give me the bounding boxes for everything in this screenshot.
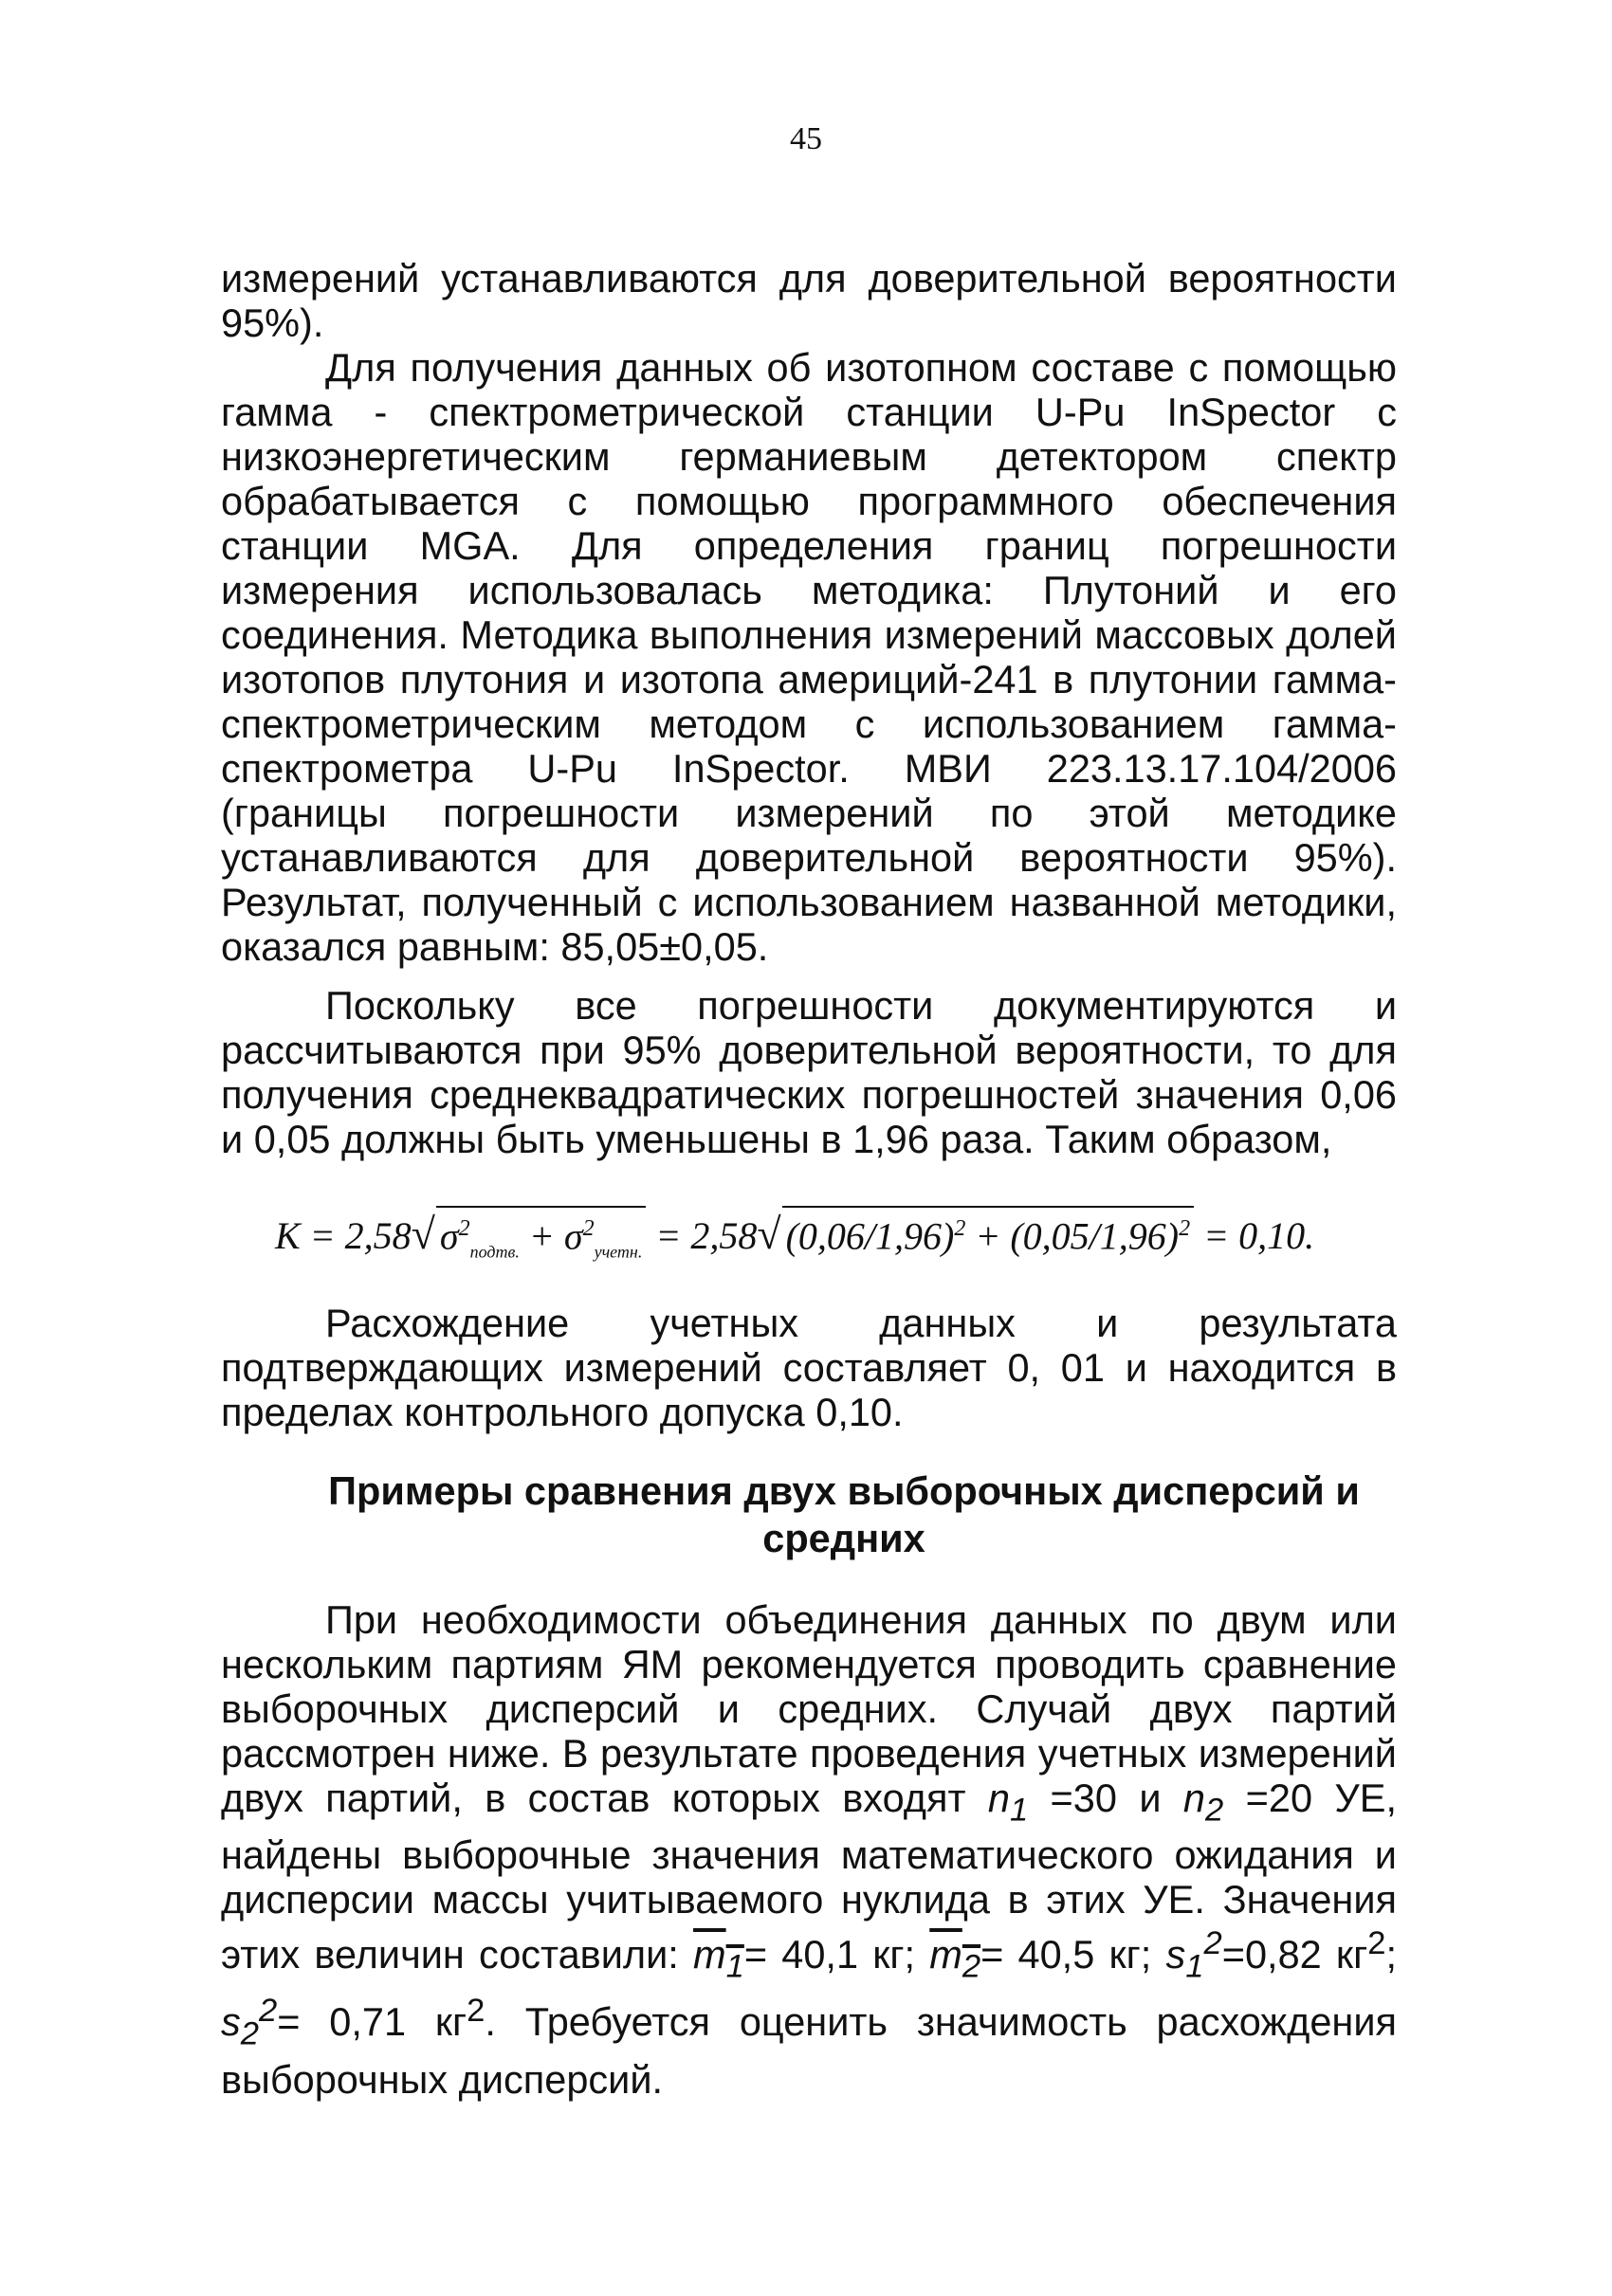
formula-term-1: (0,06/1,96) (785, 1214, 955, 1257)
formula-k (275, 1196, 1365, 1272)
var-n2-subscript: 2 (1205, 1792, 1224, 1829)
paragraph-text: =0,82 кг (1221, 1932, 1368, 1977)
heading-line-2: средних (762, 1516, 925, 1560)
paragraph-text: = 40,5 кг; (980, 1932, 1166, 1977)
paragraph-text: При необходимости объединения данных по двум или нескольким партиям ЯМ рекомендуется проводить сравнение выборочных дисперсий и средних. Случай двух партий рассмотрен ниже. В результате проведения учетных измерений двух партий, в состав которых входят (221, 1597, 1397, 1820)
paragraph-text: =30 и (1028, 1776, 1183, 1820)
paragraph-uncertainty: Поскольку все погрешности документируются и рассчитываются при 95% доверительной вероятности, то для получения среднеквадратических погрешностей значения 0,06 и 0,05 должны быть уменьшены в 1,96 раза. Таким образом, (221, 983, 1397, 1161)
sigma1-exponent: 2 (458, 1215, 470, 1241)
plus-sign: + (519, 1214, 564, 1257)
sqrt-symbol: √ (757, 1210, 781, 1258)
section-heading (284, 1467, 1403, 1562)
sigma1-subscript: подтв. (469, 1242, 520, 1261)
var-s2-exponent: 2 (258, 1993, 278, 2030)
var-s1-exponent: 2 (1203, 1925, 1222, 1962)
formula-radicand-2 (782, 1206, 1195, 1257)
var-m-bar: m (693, 1932, 726, 1977)
unit-exponent: 2 (1367, 1925, 1386, 1962)
term1-exponent: 2 (954, 1215, 966, 1241)
sigma-symbol: σ (563, 1214, 583, 1257)
var-s2-subscript: 2 (240, 2015, 259, 2052)
sigma2-exponent: 2 (582, 1215, 595, 1241)
var-s: s (221, 1999, 241, 2045)
paragraph-isotope-analysis: Для получения данных об изотопном составе с помощью гамма - спектрометрической станции U-Pu InSpector с низкоэнергетическим германиевым детектором спектр обрабатывается с помощью программного обеспечения станции MGA. Для определения границ погрешности измерения использовалась методика: Плутоний и его соединения. Методика выполнения измерений массовых долей изотопов плутония и изотопа америций-241 в плутонии гамма-спектрометрическим методом с использованием гамма-спектрометра U-Pu InSpector. МВИ 223.13.17.104/2006 (границы погрешности измерений по этой методике устанавливаются для доверительной вероятности 95%). Результат, полученный с использованием названной методики, оказался равным: 85,05±0,05. (221, 345, 1397, 969)
formula-radicand-1 (436, 1206, 646, 1272)
var-n: n (1182, 1776, 1206, 1820)
paragraph-text: =20 УЕ, найдены выборочные значения математического ожидания и дисперсии массы учитываемого нуклида в этих УЕ. Значения этих величин составили: (221, 1776, 1397, 1977)
paragraph-discrepancy: Расхождение учетных данных и результата подтверждающих измерений составляет 0, 01 и находится в пределах контрольного допуска 0,10. (221, 1301, 1397, 1434)
formula-lhs: K = 2,58 (275, 1214, 412, 1257)
paragraph-text: = 0,71 кг (277, 1999, 467, 2045)
var-n: n (987, 1776, 1010, 1820)
var-s1-subscript: 1 (1185, 1948, 1204, 1985)
paragraph-continuation: измерений устанавливаются для доверительной вероятности 95%). (221, 256, 1397, 345)
heading-line-1: Примеры сравнения двух выборочных дисперсий и (328, 1468, 1360, 1513)
formula-term-2: + (0,05/1,96) (965, 1214, 1180, 1257)
var-s: s (1165, 1932, 1186, 1977)
paragraph-text: ; (1385, 1932, 1397, 1977)
var-m1-subscript: 1 (725, 1948, 744, 1985)
var-m2-subscript: 2 (962, 1948, 981, 1985)
formula-rhs: = 0,10. (1194, 1214, 1315, 1257)
sigma-symbol: σ (439, 1214, 459, 1257)
paragraph-variance-comparison (221, 1597, 1397, 2102)
formula-mid: = 2,58 (646, 1214, 758, 1257)
sqrt-symbol: √ (411, 1210, 435, 1258)
paragraph-text: . Требуется оценить значимость расхождения выборочных дисперсий. (221, 1999, 1397, 2102)
var-m-bar: m (929, 1932, 962, 1977)
unit-exponent: 2 (467, 1993, 485, 2030)
term2-exponent: 2 (1179, 1215, 1191, 1241)
page-number: 45 (790, 121, 822, 156)
paragraph-text: = 40,1 кг; (743, 1932, 930, 1977)
var-n1-subscript: 1 (1009, 1792, 1029, 1829)
sigma2-subscript: учетн. (594, 1242, 643, 1261)
